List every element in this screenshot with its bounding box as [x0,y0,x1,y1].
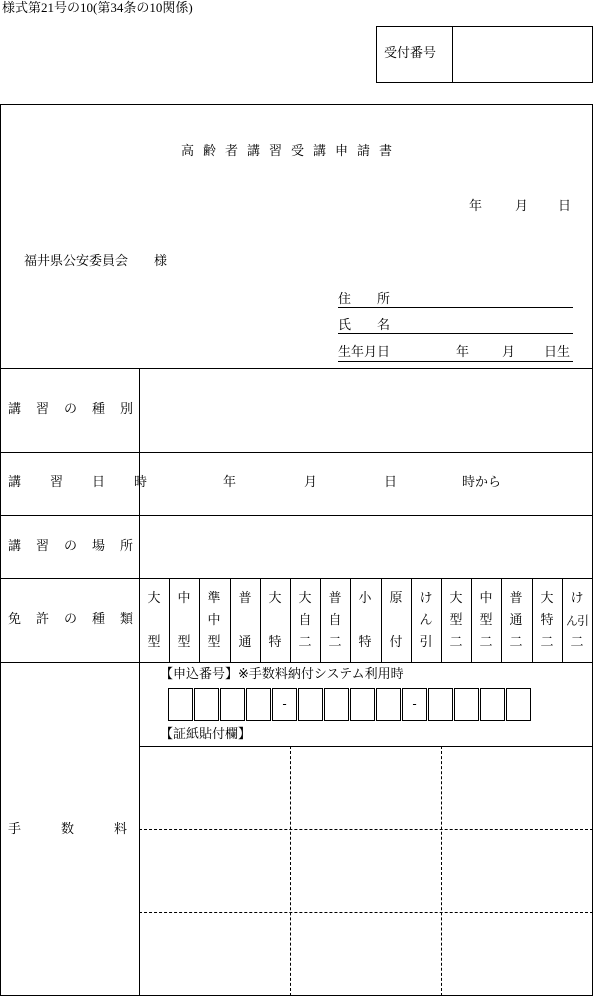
license-type-char: 引 [419,635,433,650]
stamp-area-label: 【証紙貼付欄】 [160,727,252,742]
license-type-option[interactable] [350,588,380,654]
license-type-char: 自 [328,613,342,628]
license-type-char: 普 [509,591,523,606]
license-type-char: 大 [147,591,161,606]
license-type-char: 大 [540,591,554,606]
license-type-char: け [419,591,433,606]
license-type-char: 小 [358,591,372,606]
address-label: 住 所 [338,292,391,307]
application-number-digit[interactable] [168,688,193,721]
license-type-option[interactable] [139,588,169,654]
application-number-digit[interactable] [298,688,323,721]
application-number-digit[interactable] [480,688,505,721]
application-number-digit[interactable] [220,688,245,721]
birth-date-label: 生年月日 [338,345,391,360]
license-type-char: 二 [449,635,463,650]
license-type-char: 普 [238,591,252,606]
license-type-char: 二 [479,635,493,650]
application-number-digit[interactable] [246,688,271,721]
license-type-char: 準 [207,591,221,606]
license-type-char: 型 [207,635,221,650]
course-datetime-label: 講習日時 [8,475,177,490]
license-type-char [260,610,290,632]
date-day: 日 [558,199,572,214]
license-type-char: 型 [449,613,463,628]
license-type-char: ん [419,613,433,628]
license-type-option[interactable] [441,588,471,654]
application-number-digit[interactable] [376,688,401,721]
license-type-char: 特 [358,635,372,650]
license-type-char [350,610,380,632]
datetime-year: 年 [223,475,237,490]
license-type-char: 原 [389,591,403,606]
license-type-char: け [570,591,584,606]
license-type-char: 中 [177,591,191,606]
application-number-digit[interactable] [350,688,375,721]
license-type-char: 二 [570,635,584,650]
license-type-option[interactable] [471,588,501,654]
license-type-char [230,610,260,632]
course-place-label: 講習の場所 [8,539,149,554]
license-type-char: 型 [177,635,191,650]
course-place-field[interactable] [140,516,592,578]
date-year: 年 [469,199,483,214]
license-type-option[interactable] [562,588,592,654]
application-number-separator: - [402,688,427,721]
license-type-char: 大 [298,591,312,606]
license-type-option[interactable] [381,588,411,654]
addressee: 福井県公安委員会 様 [24,254,168,269]
license-type-char: 大 [268,591,282,606]
license-type-option[interactable] [260,588,290,654]
date-month: 月 [515,199,529,214]
license-type-option[interactable] [411,588,441,654]
birth-year-label: 年 [456,345,470,360]
form-number: 様式第21号の10(第34条の10関係) [2,0,193,15]
license-type-option[interactable] [290,588,320,654]
course-type-field[interactable] [140,369,592,452]
license-type-char: 通 [238,635,252,650]
license-type-option[interactable] [169,588,199,654]
license-type-char: 特 [540,613,554,628]
license-type-option[interactable] [532,588,562,654]
license-type-char [139,610,169,632]
birth-day-label: 日生 [544,345,571,360]
application-number-label: 【申込番号】※手数料納付システム利用時 [160,667,404,682]
license-type-char: 特 [268,635,282,650]
license-type-option[interactable] [501,588,531,654]
license-type-label: 免許の種類 [8,612,149,627]
fee-label: 手数料 [8,822,168,837]
license-type-char [169,610,199,632]
license-type-char: 普 [328,591,342,606]
application-number-digit[interactable] [324,688,349,721]
license-type-option[interactable] [320,588,350,654]
stamp-area[interactable] [140,747,592,995]
application-number-digit[interactable] [506,688,531,721]
birth-month-label: 月 [502,345,516,360]
application-number-digit[interactable] [428,688,453,721]
receipt-number-label: 受付番号 [384,46,437,61]
license-type-char: ん引 [565,614,588,628]
license-type-char: 二 [509,635,523,650]
course-type-label: 講習の種別 [8,402,149,417]
datetime-day: 日 [384,475,398,490]
application-number-separator: - [272,688,297,721]
license-type-char: 型 [147,635,161,650]
license-type-char: 二 [328,635,342,650]
datetime-month: 月 [304,475,318,490]
license-type-option[interactable] [199,588,229,654]
name-label: 氏 名 [338,318,391,333]
license-type-char: 大 [449,591,463,606]
license-type-char: 中 [479,591,493,606]
license-type-option[interactable] [230,588,260,654]
name-field[interactable] [400,316,572,332]
license-type-char: 二 [540,635,554,650]
application-number-digit[interactable] [454,688,479,721]
address-field[interactable] [400,290,572,306]
license-type-char: 二 [298,635,312,650]
license-type-char: 付 [389,635,403,650]
application-number-digit[interactable] [194,688,219,721]
license-type-char [381,610,411,632]
license-type-char: 型 [479,613,493,628]
license-type-char: 自 [298,613,312,628]
license-type-char: 中 [207,613,221,628]
receipt-number-field[interactable] [453,27,592,82]
license-type-char: 通 [509,613,523,628]
datetime-from: 時から [462,475,502,490]
form-title: 高齢者講習受講申請書 [181,144,402,159]
